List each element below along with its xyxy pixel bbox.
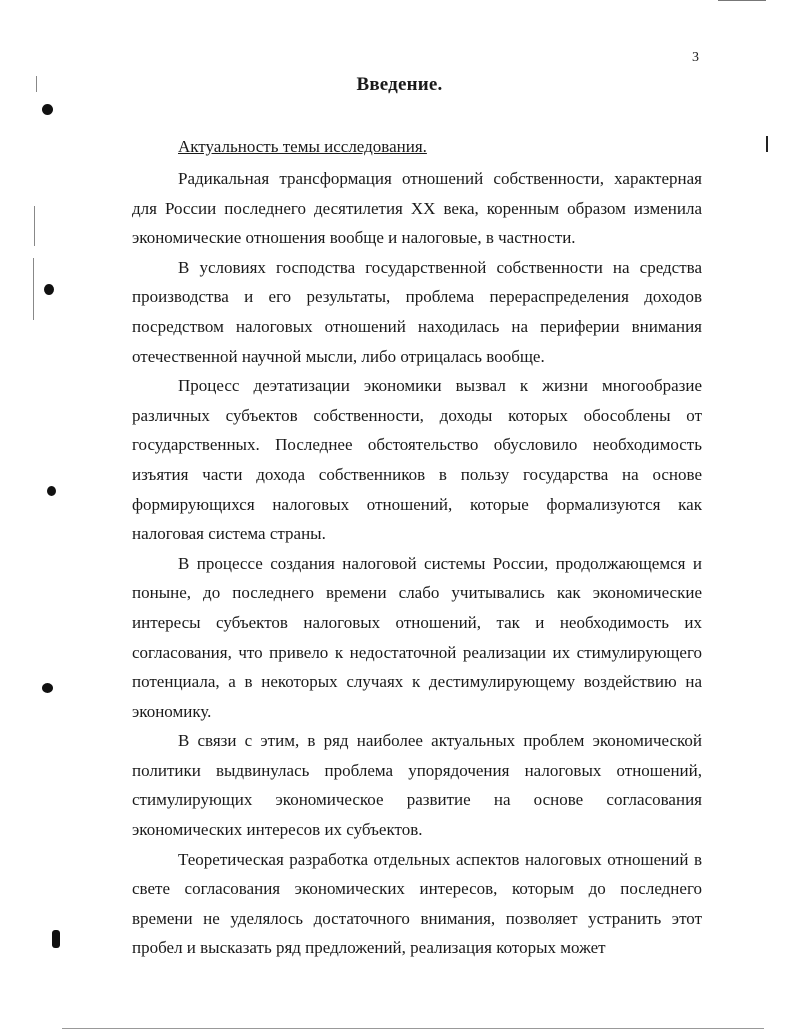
- scan-edge-line: [33, 258, 34, 320]
- binding-hole-mark: [44, 284, 54, 295]
- paragraph: Процесс деэтатизации экономики вызвал к жизни многообразие различных субъектов собственности, доходы которых обособлены от государственных. Последнее обстоятельство обусловило необходимость изъятия части дохода собственников в пользу государства на основе формирующихся налоговых отношений, которые формализуются как налоговая система страны.: [132, 376, 702, 544]
- binding-hole-mark: [42, 683, 53, 693]
- paragraph: Радикальная трансформация отношений собственности, характерная для России последнего десятилетия XX века, коренным образом изменила экономические отношения вообще и налоговые, в частности.: [132, 169, 702, 248]
- scan-edge-line: [62, 1028, 764, 1029]
- paragraph: В процессе создания налоговой системы России, продолжающемся и поныне, до последнего времени слабо учитывались как экономические интересы субъектов налоговых отношений, так и необходимость их согласования, что привело к недостаточной реализации их стимулирующего потенциала, а в некоторых случаях к дестимулирующему воздействию на экономику.: [132, 553, 702, 721]
- scan-edge-line: [34, 206, 35, 246]
- page-number: 3: [692, 50, 699, 65]
- scan-edge-line: [36, 76, 37, 92]
- paragraph: Теоретическая разработка отдельных аспектов налоговых отношений в свете согласования экономических интересов, которым до последнего времени не уделялось достаточного внимания, позволяет устранить этот пробел и высказать ряд предложений, реализация которых может: [132, 849, 702, 958]
- binding-hole-mark: [52, 930, 60, 948]
- paragraph: В связи с этим, в ряд наиболее актуальных проблем экономической политики выдвинулась проблема упорядочения налоговых отношений, стимулирующих экономическое развитие на основе согласования экономических интересов их субъектов.: [132, 731, 702, 840]
- section-subtitle: Актуальность темы исследования.: [178, 137, 427, 156]
- page-title: Введение.: [356, 74, 443, 95]
- scan-edge-line: [766, 136, 768, 152]
- binding-hole-mark: [42, 104, 53, 115]
- binding-hole-mark: [47, 486, 56, 496]
- scan-edge-line: [718, 0, 766, 1]
- body-text: [132, 164, 702, 963]
- paragraph: В условиях господства государственной собственности на средства производства и его результаты, проблема перераспределения доходов посредством налоговых отношений находилась на периферии внимания отечественной научной мысли, либо отрицалась вообще.: [132, 257, 702, 366]
